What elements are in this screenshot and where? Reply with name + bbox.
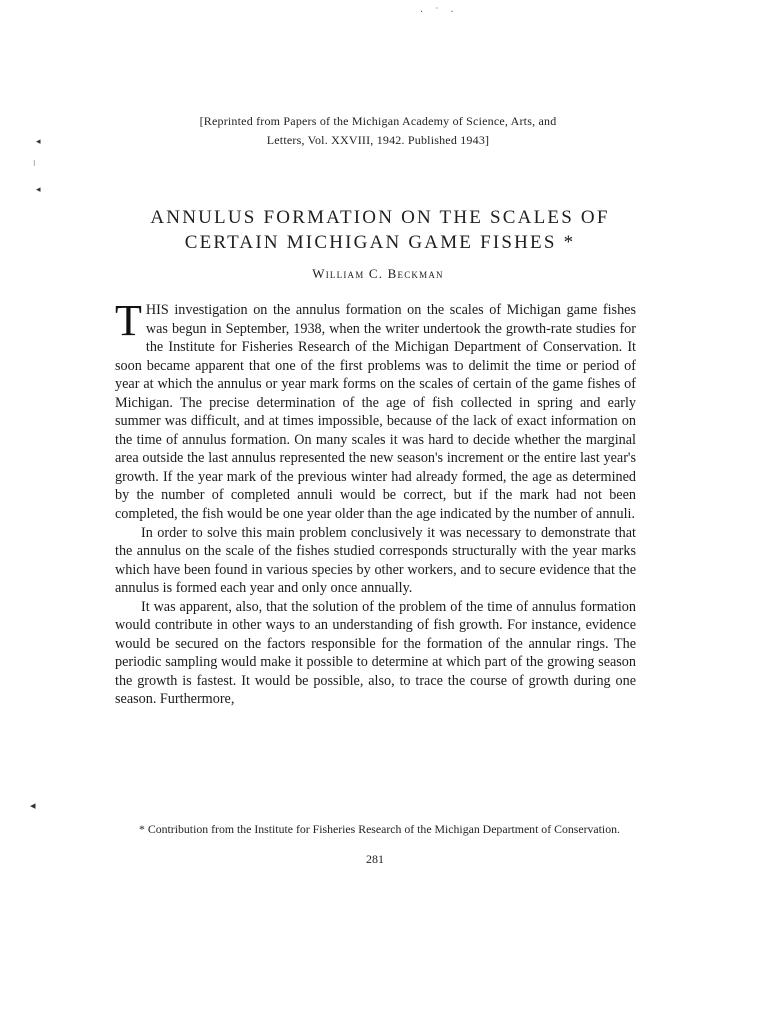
paragraph-text: HIS investigation on the annulus formation on the scales of Michigan game fishes was begun in September, 1938, when the writer undertook the growth-rate studies for the Institute for Fisheries Research of the Michigan Department of Conservation. It soon became apparent that one of the first problems was to delimit the time or period of year at which the annulus or year mark forms on the scales of certain of the game fishes of Michigan. The precise determination of the age of fish collected in spring and early summer was difficult, and at times impossible, because of the lack of exact information on the time of annulus formation. On many scales it was hard to decide whether the marginal area outside the last annulus represented the new season's increment or the entire last year's growth. If the year mark of the previous winter had already formed, the age as determined by the number of completed annuli would be correct, but if the mark had not been completed, the fish would be one year older than the age indicated by the number of annuli. <box>115 302 636 523</box>
reprint-line: [Reprinted from Papers of the Michigan Academy of Science, Arts, and <box>199 114 557 128</box>
paragraph: In order to solve this main problem conclusively it was necessary to demonstrate that the annulus on the scale of the fishes studied corresponds structurally with the year marks which have been found in various species by other workers, and to secure evidence that the annulus is formed each year and only once annually. <box>115 524 636 597</box>
article-title <box>100 205 660 255</box>
page-number: 281 <box>366 852 384 866</box>
scan-artifact-margin: ◂ <box>36 137 41 147</box>
reprint-line: Letters, Vol. XXVIII, 1942. Published 1943] <box>266 133 490 147</box>
article-body <box>115 296 636 709</box>
author-name: William C. Beckman <box>312 266 444 281</box>
footnote: * Contribution from the Institute for Fisheries Research of the Michigan Department of Conservation. <box>139 822 620 836</box>
title-line: ANNULUS FORMATION ON THE SCALES OF <box>150 207 610 228</box>
scan-artifact-top: · ˙ · <box>420 7 458 18</box>
scan-artifact-margin: ◂ <box>30 799 36 812</box>
scan-artifact-margin: ◂ <box>36 185 41 195</box>
reprint-notice <box>118 112 638 150</box>
drop-cap: T <box>115 296 142 345</box>
paragraph: It was apparent, also, that the solution of the problem of the time of annulus formation would contribute in other ways to an understanding of fish growth. For instance, evidence would be secured on the factors responsible for the formation of the annular rings. The periodic sampling would make it possible to determine at which part of the growing season the growth is fastest. It would be possible, also, to trace the course of growth during one season. Furthermore, <box>115 598 636 708</box>
scan-artifact-margin: ⁝ <box>33 159 36 168</box>
title-line: CERTAIN MICHIGAN GAME FISHES * <box>184 232 576 253</box>
paragraph <box>115 296 636 524</box>
